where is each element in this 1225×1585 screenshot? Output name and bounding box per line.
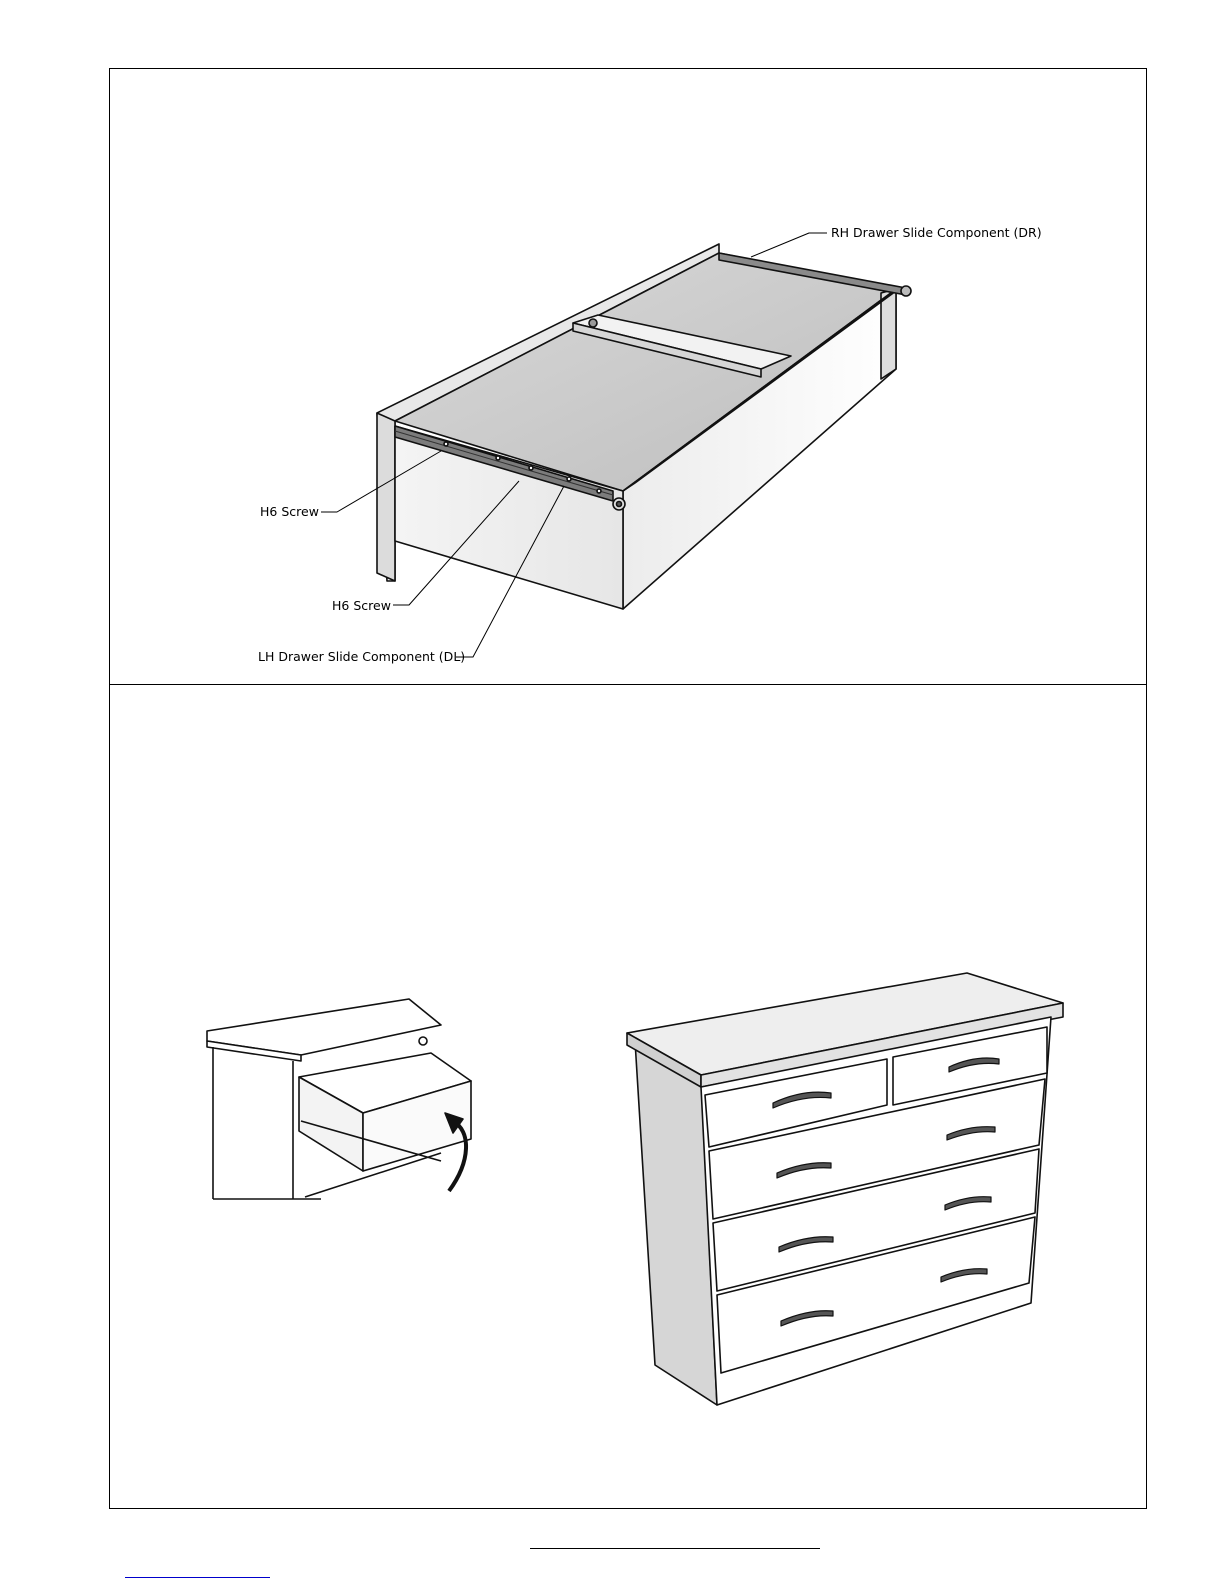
callout-rh-slide: RH Drawer Slide Component (DR) xyxy=(831,225,1042,240)
callout-lh-slide: LH Drawer Slide Component (DL) xyxy=(258,649,466,664)
footer-link-underline[interactable] xyxy=(125,1577,270,1578)
callout-h6-screw-upper: H6 Screw xyxy=(260,504,319,519)
drawer-box-illustration xyxy=(110,69,1146,683)
footer-rule xyxy=(530,1548,820,1549)
drawer-insertion-detail xyxy=(207,999,471,1199)
assembly-result-illustration xyxy=(110,685,1146,1509)
callout-h6-screw-lower: H6 Screw xyxy=(332,598,391,613)
finished-chest xyxy=(627,973,1063,1405)
instruction-frame xyxy=(109,68,1147,1509)
